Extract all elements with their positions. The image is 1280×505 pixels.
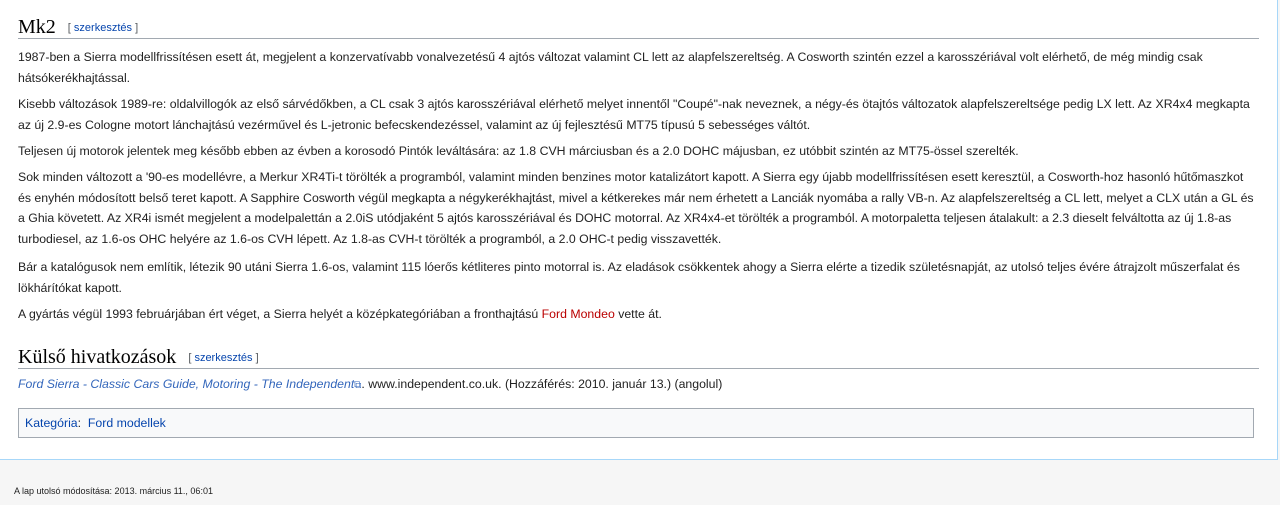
bracket-open: [ [67, 22, 71, 34]
external-link-text: Ford Sierra - Classic Cars Guide, Motoring - The Independent [18, 377, 355, 391]
paragraph-1: 1987-ben a Sierra modellfrissítésen esett át, megjelent a konzervatívabb vonalvezetésű 4 ajtós változat valamint CL lett az alapfelszereltség. A Cosworth szintén ezzel a karosszériával volt elérhető, de még mindig csak hátsókerékhajtással. [18, 50, 1203, 85]
paragraph-6-text: A gyártás végül 1993 februárjában ért véget, a Sierra helyét a középkategóriában a fronthajtású [18, 307, 542, 321]
section-heading-external [18, 344, 1259, 369]
paragraph-5: Bár a katalógusok nem említik, létezik 90 utáni Sierra 1.6-os, valamint 115 lóerős kétliteres pinto motorral is. Az eladások csökkentek ahogy a Sierra elérte a tizedik születésnapját, az utolsó teljes évére átrajzolt műszerfalat és lökhárítókat kapott. [18, 260, 1240, 295]
ford-mondeo-link[interactable]: Ford Mondeo [541, 307, 615, 321]
bracket-close: ] [135, 22, 139, 34]
paragraph-4: Sok minden változott a '90-es modellévre, a Merkur XR4Ti-t törölték a programból, valamint minden benzines motor katalizátort kapott. A Sierra egy újabb modellfrissítésen esett keresztül, a Cosworth-hoz hasonló hűtőmaszkot és enyhén módosított belső teret kapott. A Sapphire Cosworth végül megkapta a négykerékhajtást, mivel a kétkerekes már nem érhetett a Lanciák nyomába a rally VB-n. Az alapfelszereltség a CL lett, melyet a CLX után a GL és a Ghia követett. Az XR4i ismét megjelent a modelpalettán a 2.0iS utódjaként 5 ajtós karosszériával és DOHC motorral. Az XR4x4-et törölték a programból. A motorpaletta teljesen átalakult: a 2.3 dieselt felváltotta az új 1.8-as turbodiesel, az 1.6-os OHC helyére az 1.6-os CVH lépett. Az 1.8-as CVH-t törölték a programból, a 2.0 OHC-t pedig visszavették. [18, 170, 1254, 246]
edit-section-link[interactable]: szerkesztés [194, 352, 253, 364]
category-separator: : [77, 416, 82, 430]
external-reference [18, 374, 1257, 397]
section-title: Mk2 [18, 16, 56, 38]
edit-section-link[interactable]: szerkesztés [73, 22, 132, 34]
category-label-link[interactable]: Kategória [25, 416, 78, 430]
last-modified-footer: A lap utolsó módosítása: 2013. március 11., 06:01 [14, 486, 213, 496]
independent-external-link[interactable] [18, 377, 361, 391]
paragraph-6-tail: vette át. [614, 307, 662, 321]
category-ford-modellek[interactable]: Ford modellek [87, 416, 166, 430]
external-link-icon: ⧉ [354, 380, 362, 391]
edit-section-link-wrapper [188, 352, 258, 364]
bracket-close: ] [255, 352, 259, 364]
paragraph-2: Kisebb változások 1989-re: oldalvillogók az első sárvédőkben, a CL csak 3 ajtós karosszériával elérhető melyet innentől "Coupé"-nak neveznek, a négy-és ötajtós változatok alapfelszereltsége pedig LX lett. Az XR4x4 megkapta az új 2.9-es Cologne motort lánchajtású vezérművel és L-jetronic befecskendezéssel, valamint az új fejlesztésű MT75 típusú 5 sebességes váltót. [18, 97, 1250, 132]
paragraph-3: Teljesen új motorok jelentek meg később ebben az évben a korosodó Pintók leváltására: az 1.8 CVH márciusban és a 2.0 DOHC májusban, ez utóbbit szintén az MT75-össel szerelték. [18, 144, 1019, 158]
section-title: Külső hivatkozások [18, 346, 177, 368]
section-heading-mk2 [18, 14, 1259, 39]
bracket-open: [ [188, 352, 192, 364]
reference-details: . www.independent.co.uk. (Hozzáférés: 2010. január 13.) (angolul) [361, 377, 723, 391]
category-links [18, 408, 1254, 438]
edit-section-link-wrapper [68, 22, 138, 34]
paragraph-6 [18, 304, 1257, 325]
